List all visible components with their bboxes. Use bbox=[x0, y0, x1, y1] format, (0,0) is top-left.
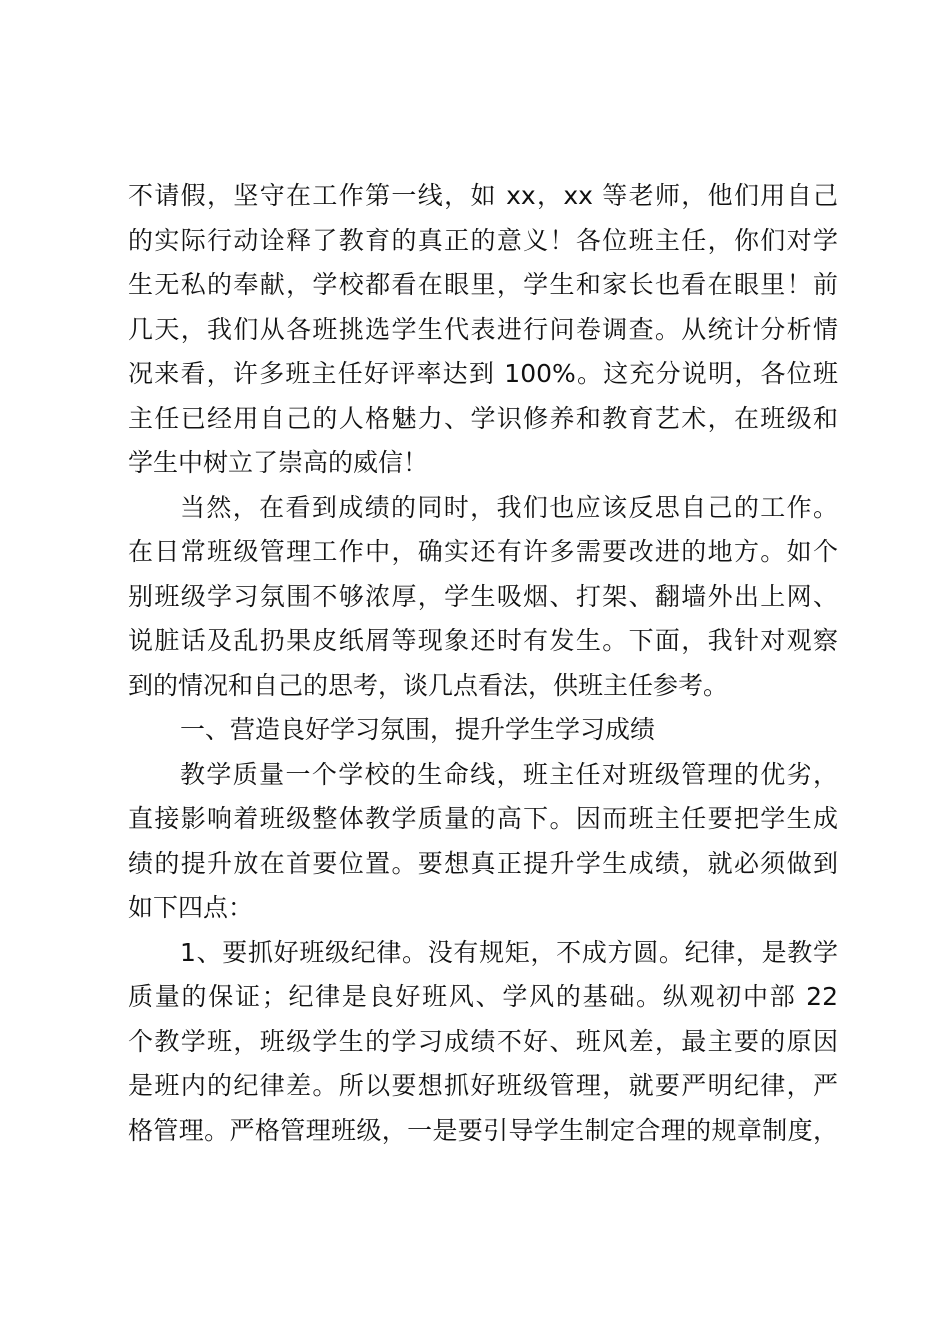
text-line: 的实际行动诠释了教育的真正的意义！各位班主任，你们对学 bbox=[128, 225, 838, 255]
text-line: 在日常班级管理工作中，确实还有许多需要改进的地方。如个 bbox=[128, 537, 838, 566]
text-line: 质量的保证；纪律是良好班风、学风的基础。纵观初中部 22 bbox=[128, 982, 838, 1011]
body-text bbox=[128, 174, 838, 1153]
text-line: 如下四点： bbox=[128, 893, 254, 922]
text-line: 况来看，许多班主任好评率达到 100%。这充分说明，各位班 bbox=[128, 359, 838, 388]
text-line: 是班内的纪律差。所以要想抓好班级管理，就要严明纪律，严 bbox=[128, 1071, 838, 1100]
text-line: 不请假，坚守在工作第一线，如 xx，xx 等老师，他们用自己 bbox=[128, 181, 838, 210]
text-line: 学生中树立了崇高的威信！ bbox=[128, 448, 429, 477]
text-line: 说脏话及乱扔果皮纸屑等现象还时有发生。下面，我针对观察 bbox=[128, 626, 838, 655]
text-line: 几天，我们从各班挑选学生代表进行问卷调查。从统计分析情 bbox=[128, 314, 838, 344]
section-heading: 一、营造良好学习氛围，提升学生学习成绩 bbox=[180, 715, 656, 744]
text-line: 直接影响着班级整体教学质量的高下。因而班主任要把学生成 bbox=[128, 804, 838, 833]
text-line: 主任已经用自己的人格魅力、学识修养和教育艺术，在班级和 bbox=[128, 403, 838, 433]
text-line: 别班级学习氛围不够浓厚，学生吸烟、打架、翻墙外出上网、 bbox=[128, 581, 838, 611]
text-line: 生无私的奉献，学校都看在眼里，学生和家长也看在眼里！前 bbox=[128, 270, 838, 299]
text-line: 格管理。严格管理班级，一是要引导学生制定合理的规章制度， bbox=[128, 1115, 838, 1145]
paragraph-start-line: 教学质量一个学校的生命线，班主任对班级管理的优劣， bbox=[180, 759, 838, 789]
paragraph-start-line: 1、要抓好班级纪律。没有规矩，不成方圆。纪律，是教学 bbox=[180, 937, 838, 967]
text-line: 绩的提升放在首要位置。要想真正提升学生成绩，就必须做到 bbox=[128, 848, 838, 878]
text-line: 个教学班，班级学生的学习成绩不好、班风差，最主要的原因 bbox=[128, 1026, 838, 1056]
text-line: 到的情况和自己的思考，谈几点看法，供班主任参考。 bbox=[128, 670, 729, 700]
paragraph-start-line: 当然，在看到成绩的同时，我们也应该反思自己的工作。 bbox=[180, 492, 838, 522]
